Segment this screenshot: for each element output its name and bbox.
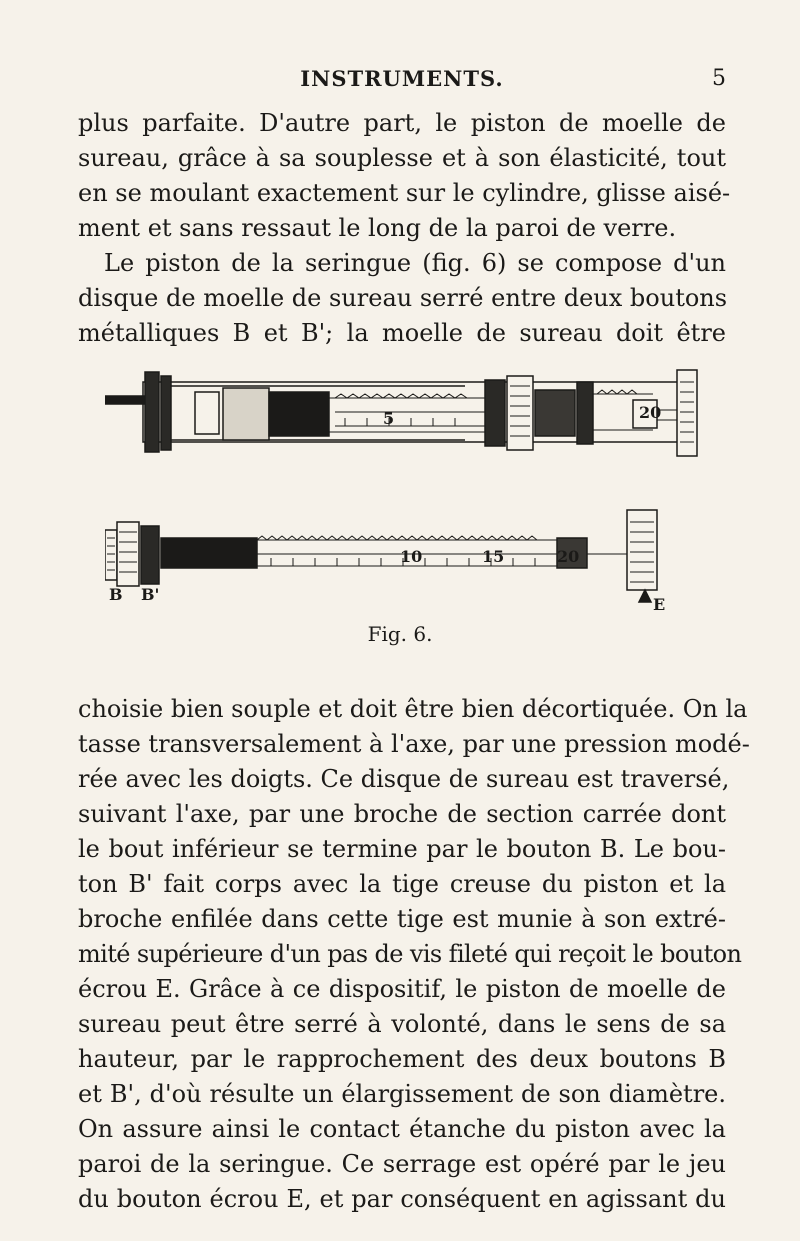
paragraph-top: [78, 106, 731, 351]
text-line: tasse transversalement à l'axe, par une pression modé-: [78, 730, 750, 758]
figure-caption: Fig. 6.: [367, 622, 433, 646]
text-line: métalliques B et B'; la moelle de sureau doit être: [78, 319, 726, 347]
text-line: On assure ainsi le contact étanche du piston avec la: [78, 1115, 726, 1143]
text-line: le bout inférieur se termine par le bouton B. Le bou-: [78, 835, 726, 863]
paragraph-bottom: [78, 692, 750, 1217]
text-line: sureau peut être serré à volonté, dans le sens de sa: [78, 1010, 726, 1038]
text-line: mité supérieure d'un pas de vis fileté qui reçoit le bouton: [78, 940, 742, 968]
running-head: [78, 66, 726, 96]
text-line: broche enfilée dans cette tige est munie à son extré-: [78, 905, 726, 933]
text-line: en se moulant exactement sur le cylindre, glisse aisé-: [78, 179, 731, 207]
text-line: disque de moelle de sureau serré entre deux boutons: [78, 284, 728, 312]
syringe-figure: [105, 362, 705, 612]
scale-number: 20: [557, 547, 580, 566]
text-line: Le piston de la seringue (fig. 6) se compose d'un: [104, 249, 726, 277]
syringe-assembled: [105, 370, 697, 456]
text-line: du bouton écrou E, et par conséquent en agissant du: [78, 1185, 726, 1213]
piston-detail: [105, 510, 657, 602]
text-line: paroi de la seringue. Ce serrage est opéré par le jeu: [78, 1150, 726, 1178]
text-line: ment et sans ressaut le long de la paroi de verre.: [78, 214, 677, 242]
label-b: B: [109, 585, 123, 604]
scale-number: 20: [639, 403, 662, 422]
page-number: 5: [712, 66, 726, 91]
text-line: choisie bien souple et doit être bien décortiquée. On la: [78, 695, 748, 723]
text-line: et B', d'où résulte un élargissement de son diamètre.: [78, 1080, 726, 1108]
text-line: écrou E. Grâce à ce dispositif, le piston de moelle de: [78, 975, 726, 1003]
text-line: suivant l'axe, par une broche de section carrée dont: [78, 800, 726, 828]
text-line: ton B' fait corps avec la tige creuse du piston et la: [78, 870, 726, 898]
text-line: hauteur, par le rapprochement des deux boutons B: [78, 1045, 726, 1073]
text-line: rée avec les doigts. Ce disque de sureau est traversé,: [78, 765, 730, 793]
label-e: E: [653, 595, 666, 612]
label-b-prime: B': [141, 585, 160, 604]
text-line: sureau, grâce à sa souplesse et à son élasticité, tout: [78, 144, 726, 172]
scale-number: 5: [383, 409, 395, 428]
scale-number: 10: [400, 547, 423, 566]
scale-number: 15: [482, 547, 505, 566]
text-line: plus parfaite. D'autre part, le piston de moelle de: [78, 109, 726, 137]
running-title: INSTRUMENTS.: [300, 66, 504, 91]
